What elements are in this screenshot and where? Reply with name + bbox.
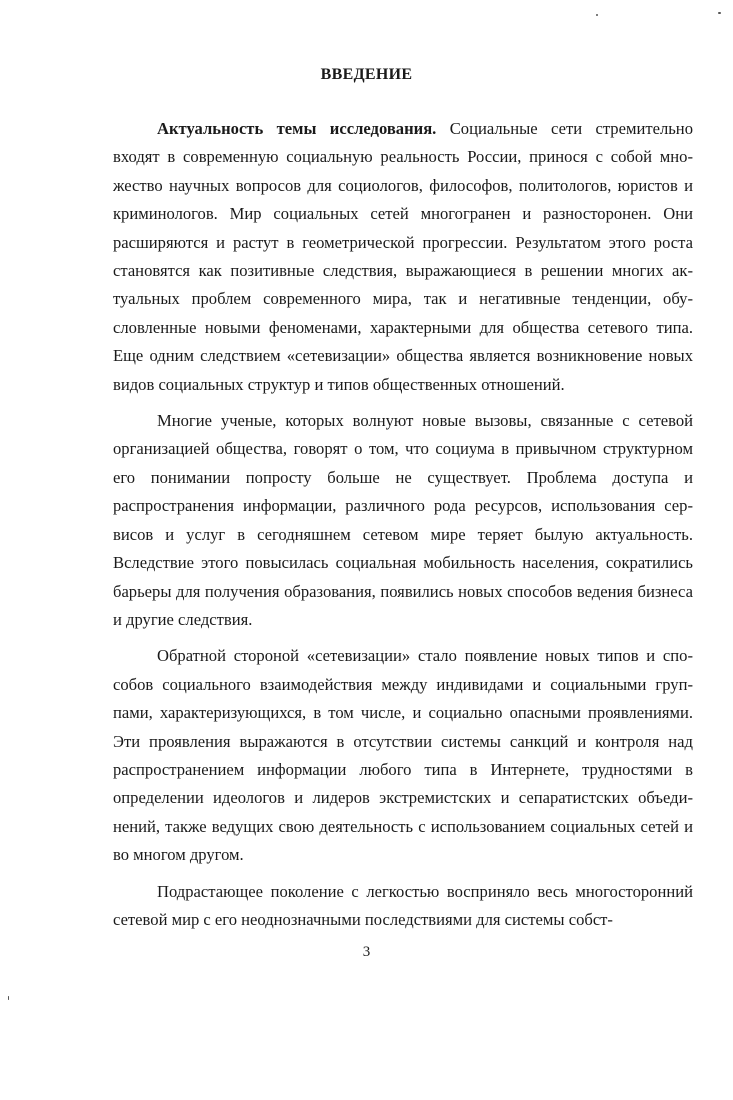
- paragraph-lead: Актуальность темы исследования.: [157, 119, 437, 138]
- paragraph-text: Социальные сети стремительно входят в современную социальную реальность России, принося с собой множество научных вопросов для социологов, философов, политологов, юристов и криминологов. Мир социальных сетей многогранен и разносторонен. Они расширяются и растут в геометрической прогрессии. Результатом этого роста становятся как позитивные следствия, выражающиеся в решении многих актуальных проблем современного мира, так и негативные тенденции, обусловленные новыми феноменами, характерными для общества сетевого типа. Еще одним следствием «сетевизации» общества является возникновение новых видов социальных структур и типов общественных отношений.: [113, 119, 693, 394]
- page-number: 3: [362, 944, 371, 960]
- paragraph-relevance: [113, 115, 693, 399]
- scan-speck: [596, 14, 598, 16]
- scan-speck: [8, 996, 9, 1000]
- paragraph-network-society: Многие ученые, которых волнуют новые вызовы, связанные с сетевой организацией общества, говорят о том, что социума в привычном структурном его понимании попросту больше не существует. Проблема доступа и распространения информации, различного рода ресурсов, использования сервисов и услуг в сегодняшнем сетевом мире теряет былую актуальность. Вследствие этого повысилась социальная мобильность населения, сократились барьеры для получения образования, появились новых способов ведения бизнеса и другие следствия.: [113, 411, 693, 629]
- page-title: ВВЕДЕНИЕ: [320, 66, 413, 83]
- scan-speck: [718, 12, 721, 14]
- body-text: [113, 115, 693, 942]
- paragraph-reverse-side: Обратной стороной «сетевизации» стало появление новых типов и способов социального взаимодействия между индивидами и социальными группами, характеризующихся, в том числе, и социально опасными проявлениями. Эти проявления выражаются в отсутствии системы санкций и контроля над распространением информации любого типа в Интернете, трудностями в определении идеологов и лидеров экстремистских и сепаратистских объединений, также ведущих свою деятельность с использованием социальных сетей и во многом другом.: [113, 646, 693, 865]
- paragraph-younger-generation: Подрастающее поколение с легкостью восприняло весь многосторонний сетевой мир с его неоднозначными последствиями для системы собст-: [113, 881, 693, 929]
